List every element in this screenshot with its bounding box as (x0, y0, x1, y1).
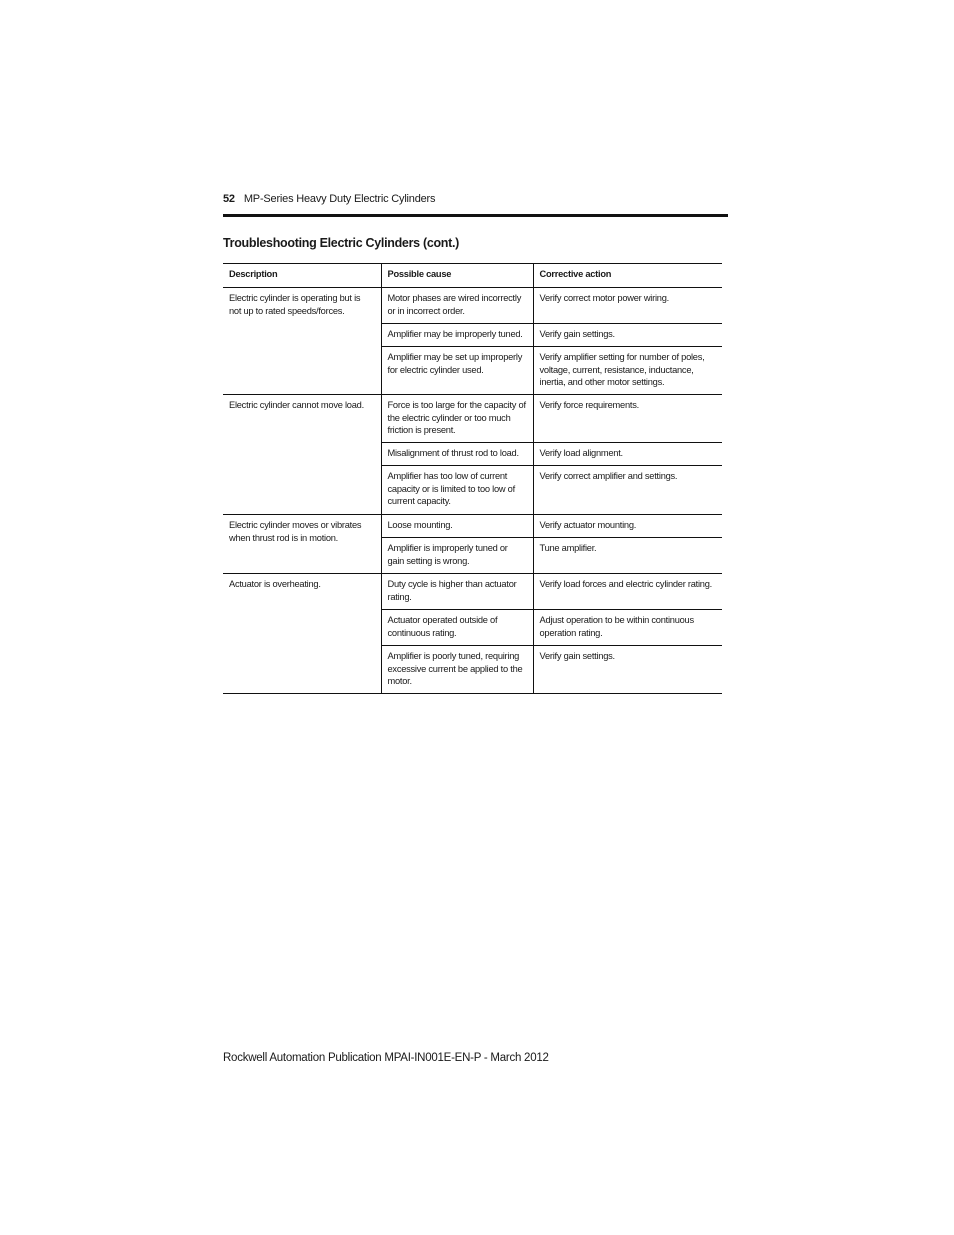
description-cell: Electric cylinder is operating but is not up to rated speeds/forces. (223, 288, 381, 395)
page-header (223, 193, 435, 205)
running-title: MP-Series Heavy Duty Electric Cylinders (243, 193, 436, 205)
header-rule (223, 214, 728, 217)
description-cell: Actuator is overheating. (223, 574, 381, 694)
action-cell: Verify actuator mounting. (533, 515, 722, 538)
section-title: Troubleshooting Electric Cylinders (cont.) (223, 236, 460, 250)
column-header-description: Description (223, 264, 381, 288)
cause-cell: Motor phases are wired incorrectly or in incorrect order. (381, 288, 533, 324)
table-row (223, 515, 722, 538)
cause-cell: Amplifier is poorly tuned, requiring excessive current be applied to the motor. (381, 646, 533, 694)
table-row (223, 288, 722, 324)
action-cell: Adjust operation to be within continuous operation rating. (533, 610, 722, 646)
action-cell: Verify load forces and electric cylinder rating. (533, 574, 722, 610)
action-cell: Verify gain settings. (533, 646, 722, 694)
cause-cell: Loose mounting. (381, 515, 533, 538)
troubleshooting-table (223, 263, 722, 694)
description-cell: Electric cylinder moves or vibrates when thrust rod is in motion. (223, 515, 381, 574)
action-cell: Verify force requirements. (533, 395, 722, 443)
table-header-row (223, 264, 722, 288)
cause-cell: Amplifier is improperly tuned or gain setting is wrong. (381, 538, 533, 574)
table-row (223, 574, 722, 610)
column-header-possible-cause: Possible cause (381, 264, 533, 288)
description-cell: Electric cylinder cannot move load. (223, 395, 381, 515)
cause-cell: Amplifier may be set up improperly for electric cylinder used. (381, 347, 533, 395)
column-header-corrective-action: Corrective action (533, 264, 722, 288)
cause-cell: Force is too large for the capacity of the electric cylinder or too much friction is present. (381, 395, 533, 443)
cause-cell: Amplifier may be improperly tuned. (381, 324, 533, 347)
action-cell: Verify load alignment. (533, 443, 722, 466)
cause-cell: Amplifier has too low of current capacity or is limited to too low of current capacity. (381, 466, 533, 515)
cause-cell: Actuator operated outside of continuous rating. (381, 610, 533, 646)
table-row (223, 395, 722, 443)
cause-cell: Misalignment of thrust rod to load. (381, 443, 533, 466)
page-number: 52 (223, 193, 235, 205)
action-cell: Verify correct amplifier and settings. (533, 466, 722, 515)
action-cell: Verify gain settings. (533, 324, 722, 347)
action-cell: Verify amplifier setting for number of poles, voltage, current, resistance, inductance, inertia, and other motor settings. (533, 347, 722, 395)
action-cell: Tune amplifier. (533, 538, 722, 574)
publication-footer: Rockwell Automation Publication MPAI-IN001E-EN-P - March 2012 (223, 1052, 549, 1064)
action-cell: Verify correct motor power wiring. (533, 288, 722, 324)
cause-cell: Duty cycle is higher than actuator rating. (381, 574, 533, 610)
